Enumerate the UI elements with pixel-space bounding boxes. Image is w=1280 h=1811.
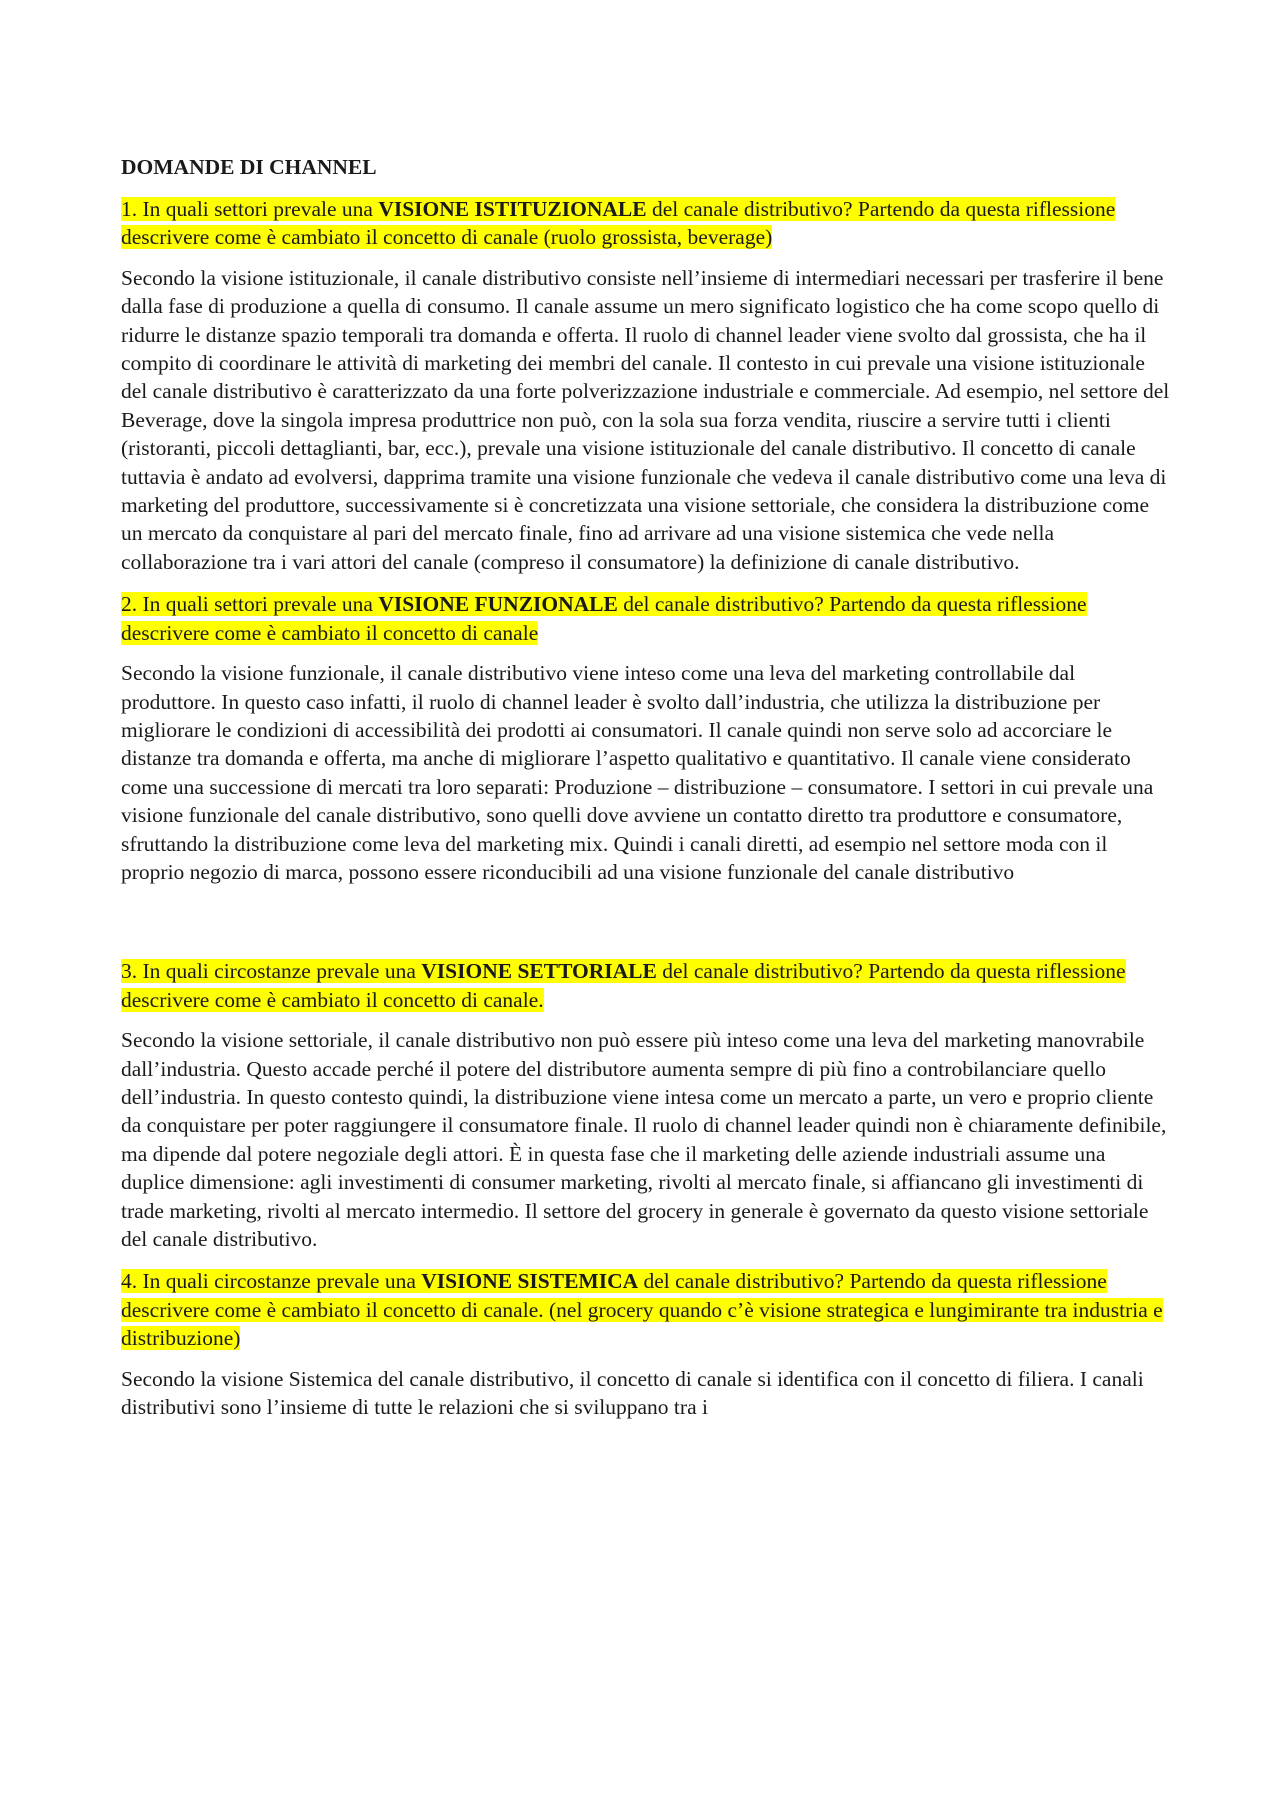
document-page: [121, 153, 1171, 1435]
question-4-text-post: del canale distributivo? Partendo da questa riflessione descrivere come è cambiato il concetto di canale. (nel grocery quando c’è visione strategica e lungimirante tra industria e distribuzione): [121, 1269, 1163, 1351]
question-1-keyword: VISIONE ISTITUZIONALE: [378, 197, 647, 221]
question-3-text-post: del canale distributivo? Partendo da questa riflessione descrivere come è cambiato il concetto di canale.: [121, 959, 1126, 1012]
question-2: [121, 590, 1171, 647]
answer-4: Secondo la visione Sistemica del canale distributivo, il concetto di canale si identifica con il concetto di filiera. I canali distributivi sono l’insieme di tutte le relazioni che si sviluppano tra i: [121, 1366, 1144, 1420]
question-2-keyword: VISIONE FUNZIONALE: [378, 592, 618, 617]
question-1-highlight: [121, 197, 1115, 249]
question-2-highlight: [121, 592, 1087, 644]
document-title: DOMANDE DI CHANNEL: [121, 155, 377, 179]
answer-1: Secondo la visione istituzionale, il canale distributivo consiste nell’insieme di intermediari necessari per trasferire il bene dalla fase di produzione a quella di consumo. Il canale assume un mero significato logistico che ha come scopo quello di ridurre le distanze spazio temporali tra domanda e offerta. Il ruolo di channel leader viene svolto dal grossista, che ha il compito di coordinare le attività di marketing dei membri del canale. Il contesto in cui prevale una visione istituzionale del canale distributivo è caratterizzato da una forte polverizzazione industriale e commerciale. Ad esempio, nel settore del Beverage, dove la singola impresa produttrice non può, con la sola sua forza vendita, riuscire a servire tutti i clienti (ristoranti, piccoli dettaglianti, bar, ecc.), prevale una visione istituzionale del canale distributivo. Il concetto di canale tuttavia è andato ad evolversi, dapprima tramite una visione funzionale che vedeva il canale distributivo come una leva di marketing del produttore, successivamente si è concretizzata una visione settoriale, che considera la distribuzione come un mercato da conquistare al pari del mercato finale, fino ad arrivare ad una visione sistemica che vede nella collaborazione tra i vari attori del canale (compreso il consumatore) la definizione di canale distributivo.: [121, 265, 1170, 574]
question-2-text-pre: 2. In quali settori prevale una: [121, 592, 379, 617]
question-4-highlight: [121, 1269, 1163, 1350]
blank-gap: [121, 900, 1171, 957]
answer-3: Secondo la visione settoriale, il canale distributivo non può essere più inteso come una leva del marketing manovrabile dall’industria. Questo accade perché il potere del distributore aumenta sempre di più fino a controbilanciare quello dell’industria. In questo contesto quindi, la distribuzione viene intesa come un mercato a parte, un vero e proprio cliente da conquistare per poter raggiungere il consumatore finale. Il ruolo di channel leader quindi non è chiaramente definibile, ma dipende dal potere negoziale degli attori. È in questa fase che il marketing delle aziende industriali assume una duplice dimensione: agli investimenti di consumer marketing, rivolti al mercato finale, si affiancano gli investimenti di trade marketing, rivolti al mercato intermedio. Il settore del grocery in generale è governato da questo visione settoriale del canale distributivo.: [121, 1028, 1167, 1251]
question-3: [121, 957, 1171, 1014]
question-4: [121, 1267, 1171, 1352]
question-1-text-post: del canale distributivo? Partendo da questa riflessione descrivere come è cambiato il concetto di canale (ruolo grossista, beverage): [121, 197, 1116, 250]
question-2-text-post: del canale distributivo? Partendo da questa riflessione descrivere come è cambiato il concetto di canale: [121, 592, 1087, 645]
question-4-text-pre: 4. In quali circostanze prevale una: [121, 1269, 422, 1294]
question-4-keyword: VISIONE SISTEMICA: [421, 1269, 639, 1294]
answer-2: Secondo la visione funzionale, il canale distributivo viene inteso come una leva del marketing controllabile dal produttore. In questo caso infatti, il ruolo di channel leader è svolto dall’industria, che utilizza la distribuzione per migliorare le condizioni di accessibilità dei prodotti ai consumatori. Il canale quindi non serve solo ad accorciare le distanze tra domanda e offerta, ma anche di migliorare l’aspetto qualitativo e quantitativo. Il canale viene considerato come una successione di mercati tra loro separati: Produzione – distribuzione – consumatore. I settori in cui prevale una visione funzionale del canale distributivo, sono quelli dove avviene un contatto diretto tra produttore e consumatore, sfruttando la distribuzione come leva del marketing mix. Quindi i canali diretti, ad esempio nel settore moda con il proprio negozio di marca, possono essere riconducibili ad una visione funzionale del canale distributivo: [121, 661, 1154, 884]
question-1: [121, 195, 1171, 252]
question-1-text-pre: 1. In quali settori prevale una: [121, 197, 379, 221]
question-3-text-pre: 3. In quali circostanze prevale una: [121, 959, 422, 984]
question-3-keyword: VISIONE SETTORIALE: [421, 959, 657, 984]
question-3-highlight: [121, 959, 1126, 1011]
